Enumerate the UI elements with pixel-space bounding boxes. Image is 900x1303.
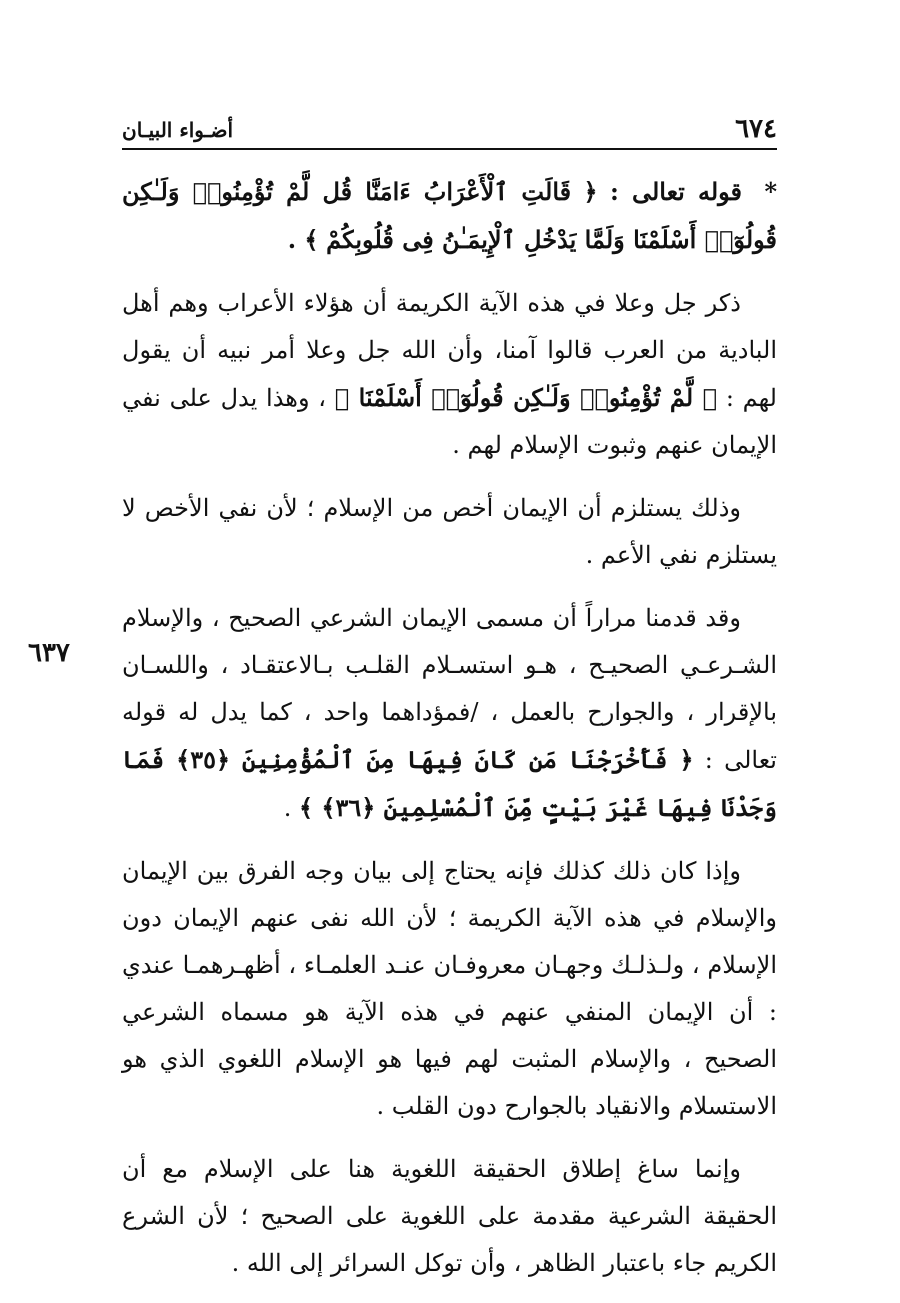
paragraph-3-text-a: وقد قدمنا مراراً أن مسمى الإيمان الشرعي الصحيح ، والإسلام الشـرعـي الصحيـح ، هـو استسـلام القلـب بـالاعتقـاد ، واللسـان بالإقرار ، والجوارح بالعمل ، /فمؤداهما واحد ، كما يدل له قوله تعالى :	[122, 604, 777, 774]
book-title: أضـواء البيـان	[122, 118, 234, 142]
verse-open-bracket: ﴿	[583, 177, 598, 206]
page-number: ٦٧٤	[735, 114, 777, 144]
paragraph-3-verse: ﴿ فَأَخْرَجْنَا مَن كَانَ فِيهَا مِنَ ٱلْمُؤْمِنِينَ ﴿٣٥﴾ فَمَا وَجَدْنَا فِيهَا غَيْرَ بَيْتٍ مِّنَ ٱلْمُسْلِمِينَ ﴿٣٦﴾ ﴾	[122, 745, 777, 822]
paragraph-1	[122, 280, 777, 469]
margin-page-reference: ٦٣٧	[28, 638, 70, 668]
paragraph-1-verse: ﴿ لَّمْ تُؤْمِنُوا۟ وَلَـٰكِن قُولُوٓا۟ أَسْلَمْنَا ﴾	[334, 383, 718, 412]
verse-lead: قوله تعالى :	[609, 177, 743, 206]
star-marker: *	[764, 177, 777, 206]
paragraph-1-text-a: ذكر جل وعلا في هذه الآية الكريمة أن هؤلاء الأعراب وهم أهل البادية من العرب قالوا آمنا، وأن الله جل وعلا أمر نبيه أن يقول لهم :	[122, 289, 777, 412]
paragraph-3	[122, 595, 777, 832]
paragraph-1-text-b: ، وهذا يدل على نفي الإيمان عنهم وثبوت الإسلام لهم .	[122, 384, 777, 459]
paragraph-2: وذلك يستلزم أن الإيمان أخص من الإسلام ؛ لأن نفي الأخص لا يستلزم نفي الأعم .	[122, 494, 777, 569]
page-header	[122, 112, 777, 150]
paragraph-3-text-b: .	[283, 794, 292, 822]
quran-verse: قَالَتِ ٱلْأَعْرَابُ ءَامَنَّا قُل لَّمْ تُؤْمِنُوا۟ وَلَـٰكِن قُولُوٓا۟ أَسْلَمْنَا وَلَمَّا يَدْخُلِ ٱلْإِيمَـٰنُ فِى قُلُوبِكُمْ	[122, 177, 777, 254]
paragraph-5: وإنما ساغ إطلاق الحقيقة اللغوية هنا على الإسلام مع أن الحقيقة الشرعية مقدمة على اللغوية على الصحيح ؛ لأن الشرع الكريم جاء باعتبار الظاهر ، وأن توكل السرائر إلى الله .	[122, 1155, 777, 1277]
paragraph-4: وإذا كان ذلك كذلك فإنه يحتاج إلى بيان وجه الفرق بين الإيمان والإسلام في هذه الآية الكريمة ؛ لأن الله نفى عنهم الإيمان دون الإسلام ، ولـذلـك وجهـان معروفـان عنـد العلمـاء ، أظهـرهمـا عندي : أن الإيمان المنفي عنهم في هذه الآية هو مسماه الشرعي الصحيح ، والإسلام المثبت لهم فيها هو الإسلام اللغوي الذي هو الاستسلام والانقياد بالجوارح دون القلب .	[122, 857, 777, 1120]
verse-heading-paragraph	[122, 168, 777, 264]
page-body	[122, 168, 777, 1303]
verse-close-bracket: ﴾ .	[287, 225, 319, 254]
